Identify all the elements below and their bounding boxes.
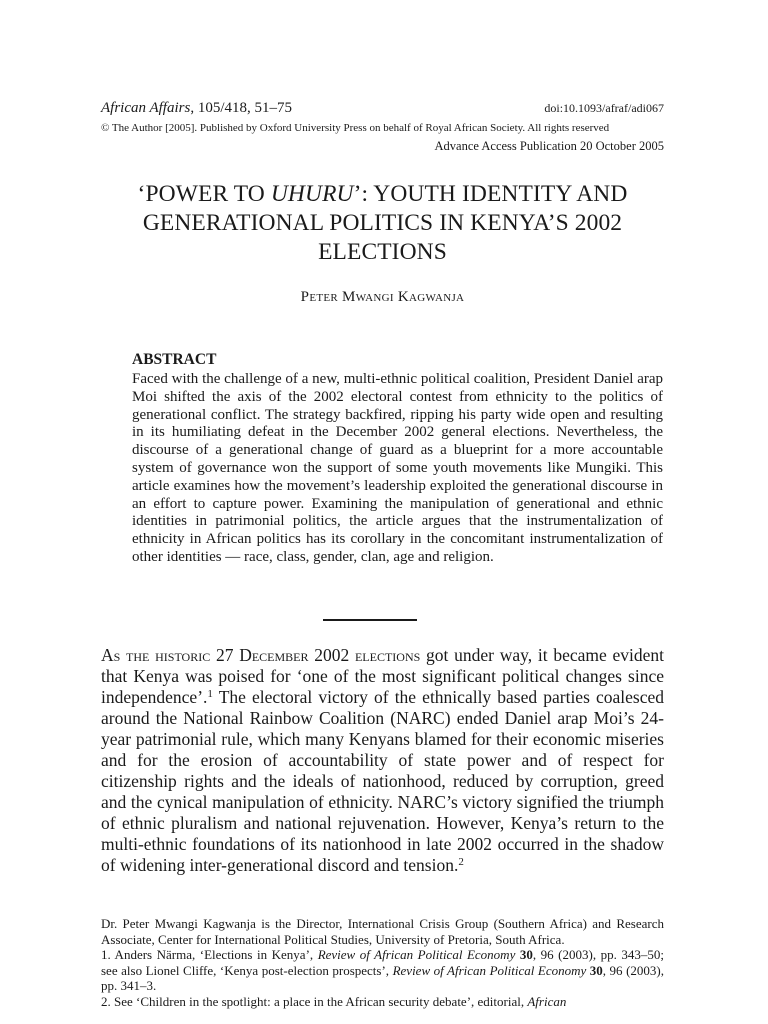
footnote-1-journal-a: Review of African Political Economy (317, 947, 516, 962)
running-header (101, 100, 664, 117)
body-text-part-2: The electoral victory of the ethnically based parties coalesced around the National Rainbow Coalition (NARC) ended Daniel arap Moi’s 24-year patrimonial rule, which many Kenyans blamed for their economic miseries and for the erosion of accountability of state power and of respect for citizenship rights and the ideals of nationhood, reduced by corruption, greed and the cynical manipulation of ethnicity. NARC’s victory signified the triumph of ethnic pluralism and national rejuvenation. However, Kenya’s return to the multi-ethnic foundations of its nationhood in late 2002 occurred in the shadow of widening inter-generational discord and tension. (101, 687, 664, 875)
footnote-1-journal-b: Review of African Political Economy (392, 962, 587, 978)
copyright-notice: © The Author [2005]. Published by Oxford University Press on behalf of Royal African Society. All rights reserved (101, 122, 610, 134)
footnote-1-volume-b: 30 (586, 962, 603, 978)
footnote-1-text-c: , 96 (2003), pp. 341–3. (101, 962, 664, 993)
lead-in-smallcaps: As the historic 27 December 2002 elections (101, 645, 421, 665)
journal-citation (101, 100, 292, 117)
footnote-1 (101, 947, 664, 994)
footnote-ref-1[interactable]: 1 (207, 688, 213, 700)
article-author: Peter Mwangi Kagwanja (300, 289, 465, 305)
journal-issue: , 105/418, 51–75 (190, 100, 292, 116)
article-title (101, 180, 664, 267)
footnote-1-text-b: , 96 (2003), pp. 343–50; see also Lionel Cliffe, ‘Kenya post-election prospects’, (101, 947, 664, 978)
doi: doi:10.1093/afraf/adi067 (544, 101, 664, 115)
article-page (101, 0, 664, 1024)
abstract-section (132, 351, 663, 567)
body-paragraph (101, 645, 664, 876)
abstract-heading: ABSTRACT (132, 351, 217, 368)
footnote-2-journal: African (527, 993, 567, 1009)
title-rest: ’: YOUTH IDENTITY AND GENERATIONAL POLITICS IN KENYA’S 2002 ELECTIONS (142, 181, 628, 265)
footnote-1-volume-a: 30 (515, 947, 533, 962)
section-divider (323, 619, 417, 621)
title-italic-word: UHURU (270, 181, 354, 207)
advance-access-date: Advance Access Publication 20 October 2005 (434, 139, 664, 153)
abstract-text: Faced with the challenge of a new, multi-ethnic political coalition, President Daniel arap Moi shifted the axis of the 2002 electoral contest from ethnicity to the politics of generational conflict. The strategy backfired, ripping his party wide open and resulting in its humiliating defeat in the December 2002 general elections. Nevertheless, the discourse of a generational change of guard as a blueprint for a more accountable system of governance won the support of some youth movements like Mungiki. This article examines how the movement’s leadership exploited the generational discourse in an effort to capture power. Examining the manipulation of generational and ethnic identities in patrimonial politics, the article argues that the instrumentalization of ethnicity in African politics has its corollary in the concomitant instrumentalization of other identities — race, class, gender, clan, age and religion. (132, 371, 663, 565)
title-prefix: ‘POWER TO (137, 181, 271, 207)
body-text-part-1: got under way, it became evident that Kenya was poised for ‘one of the most significant political changes since independence’. (101, 645, 664, 707)
journal-name: African Affairs (101, 100, 191, 116)
footnotes-section (101, 916, 664, 1009)
footnote-ref-2[interactable]: 2 (458, 856, 464, 868)
footnote-2-text-a: 2. See ‘Children in the spotlight: a place in the African security debate’, editorial, (101, 993, 528, 1009)
footnote-2 (101, 994, 664, 1010)
footnote-1-text-a: 1. Anders Närma, ‘Elections in Kenya’, (101, 947, 318, 962)
author-note: Dr. Peter Mwangi Kagwanja is the Director, International Crisis Group (Southern Africa) and Research Associate, Center for International Political Studies, University of Pretoria, South Africa. (101, 916, 664, 947)
